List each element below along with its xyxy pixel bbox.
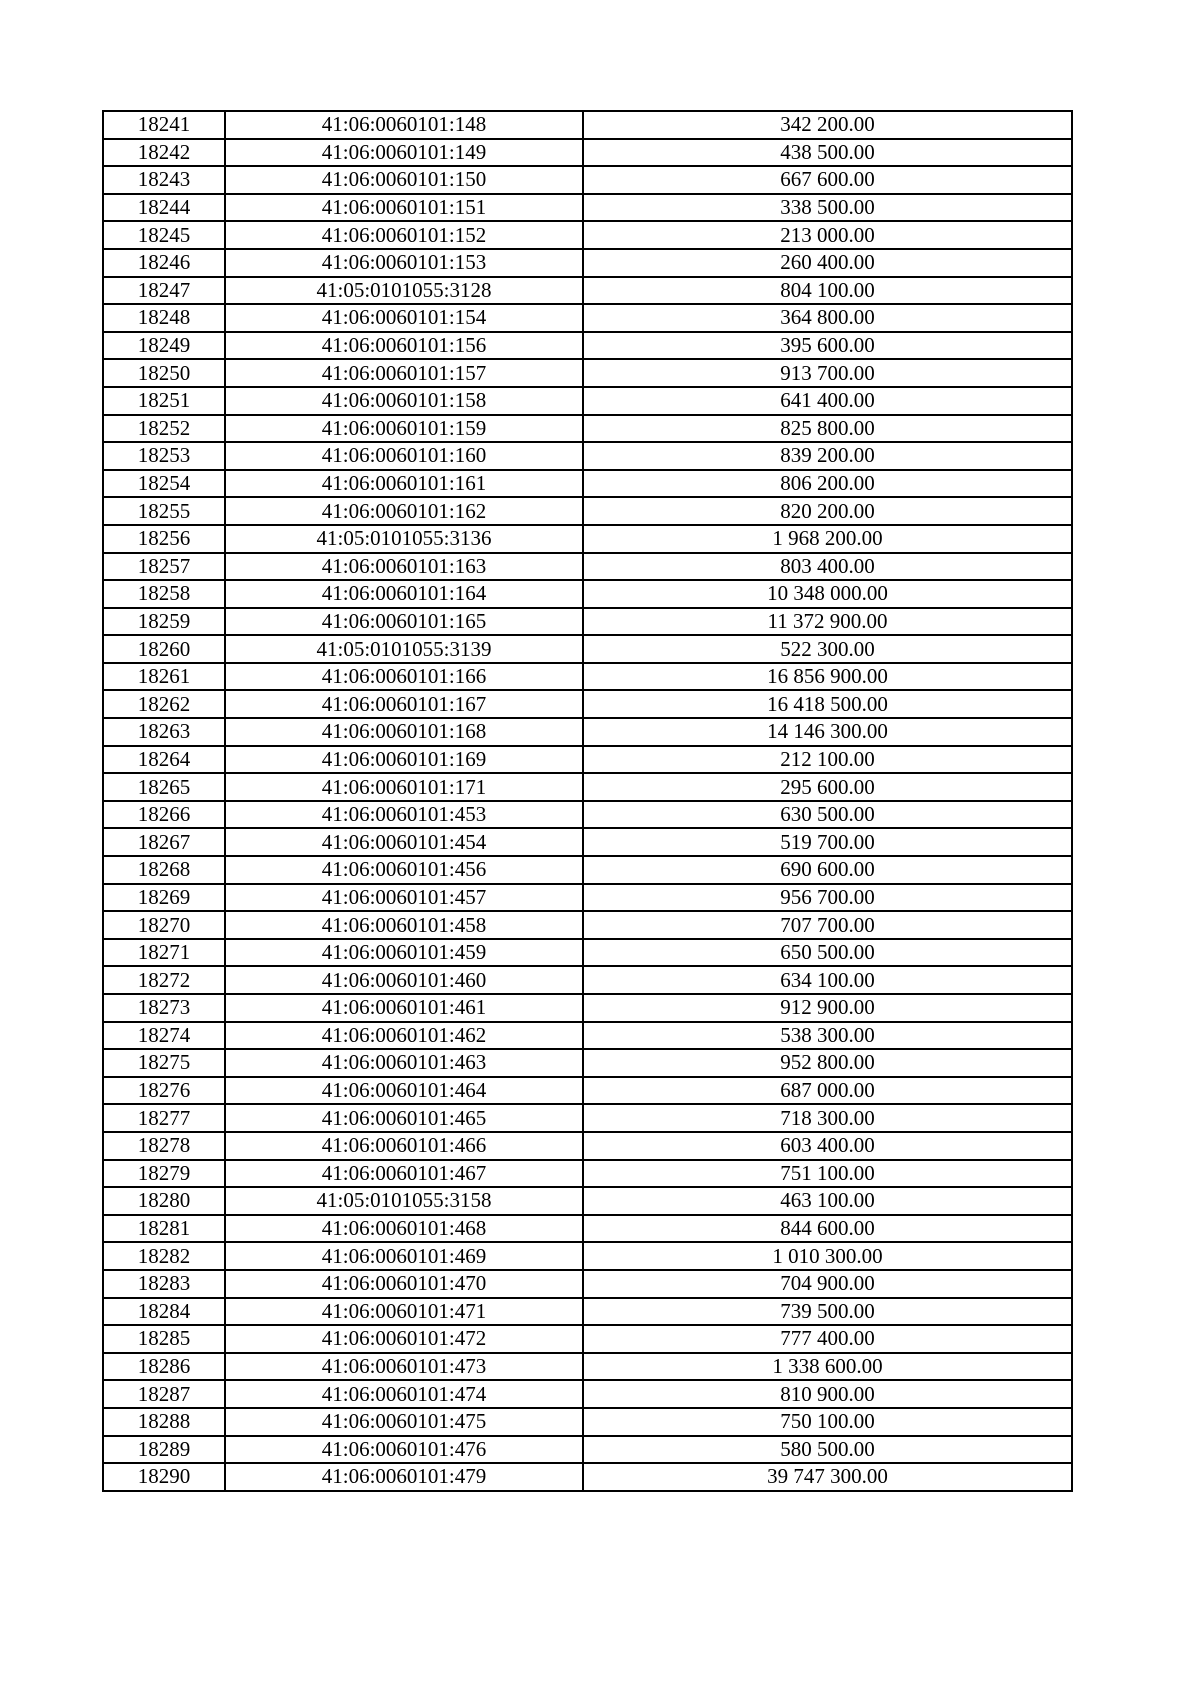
cadastral-number-cell: 41:06:0060101:159 <box>225 415 583 443</box>
cadastral-value-cell: 14 146 300.00 <box>583 718 1072 746</box>
cadastral-number-cell: 41:06:0060101:154 <box>225 304 583 332</box>
cadastral-value-cell: 538 300.00 <box>583 1022 1072 1050</box>
row-number-cell: 18262 <box>103 690 225 718</box>
table-row <box>103 1353 1072 1381</box>
cadastral-number-cell: 41:06:0060101:156 <box>225 332 583 360</box>
cadastral-number-cell: 41:06:0060101:456 <box>225 856 583 884</box>
cadastral-value-cell: 820 200.00 <box>583 497 1072 525</box>
table-row <box>103 470 1072 498</box>
row-number-cell: 18285 <box>103 1325 225 1353</box>
cadastral-value-cell: 364 800.00 <box>583 304 1072 332</box>
cadastral-number-cell: 41:06:0060101:474 <box>225 1380 583 1408</box>
table-row <box>103 359 1072 387</box>
cadastral-value-cell: 16 418 500.00 <box>583 690 1072 718</box>
table-row <box>103 580 1072 608</box>
cadastral-value-cell: 690 600.00 <box>583 856 1072 884</box>
row-number-cell: 18246 <box>103 249 225 277</box>
cadastral-number-cell: 41:06:0060101:167 <box>225 690 583 718</box>
cadastral-number-cell: 41:06:0060101:160 <box>225 442 583 470</box>
cadastral-number-cell: 41:06:0060101:479 <box>225 1463 583 1491</box>
cadastral-number-cell: 41:06:0060101:458 <box>225 911 583 939</box>
cadastral-value-cell: 10 348 000.00 <box>583 580 1072 608</box>
cadastral-value-cell: 641 400.00 <box>583 387 1072 415</box>
cadastral-value-cell: 718 300.00 <box>583 1104 1072 1132</box>
table-row <box>103 1408 1072 1436</box>
row-number-cell: 18282 <box>103 1242 225 1270</box>
cadastral-number-cell: 41:06:0060101:150 <box>225 166 583 194</box>
row-number-cell: 18277 <box>103 1104 225 1132</box>
table-row <box>103 221 1072 249</box>
cadastral-value-cell: 438 500.00 <box>583 139 1072 167</box>
cadastral-value-cell: 16 856 900.00 <box>583 663 1072 691</box>
row-number-cell: 18256 <box>103 525 225 553</box>
cadastral-number-cell: 41:06:0060101:164 <box>225 580 583 608</box>
cadastral-value-cell: 952 800.00 <box>583 1049 1072 1077</box>
table-row <box>103 387 1072 415</box>
cadastral-number-cell: 41:06:0060101:153 <box>225 249 583 277</box>
cadastral-number-cell: 41:06:0060101:163 <box>225 553 583 581</box>
row-number-cell: 18257 <box>103 553 225 581</box>
cadastral-number-cell: 41:06:0060101:151 <box>225 194 583 222</box>
cadastral-number-cell: 41:06:0060101:158 <box>225 387 583 415</box>
row-number-cell: 18241 <box>103 111 225 139</box>
table-row <box>103 718 1072 746</box>
row-number-cell: 18263 <box>103 718 225 746</box>
cadastral-value-cell: 806 200.00 <box>583 470 1072 498</box>
table-row <box>103 828 1072 856</box>
cadastral-value-cell: 739 500.00 <box>583 1298 1072 1326</box>
table-row <box>103 966 1072 994</box>
cadastral-value-cell: 687 000.00 <box>583 1077 1072 1105</box>
table-row <box>103 277 1072 305</box>
table-row <box>103 801 1072 829</box>
cadastral-value-cell: 1 010 300.00 <box>583 1242 1072 1270</box>
table-row <box>103 1160 1072 1188</box>
table-row <box>103 111 1072 139</box>
cadastral-number-cell: 41:06:0060101:467 <box>225 1160 583 1188</box>
row-number-cell: 18268 <box>103 856 225 884</box>
row-number-cell: 18252 <box>103 415 225 443</box>
row-number-cell: 18251 <box>103 387 225 415</box>
cadastral-number-cell: 41:06:0060101:462 <box>225 1022 583 1050</box>
cadastral-value-cell: 580 500.00 <box>583 1436 1072 1464</box>
cadastral-number-cell: 41:06:0060101:162 <box>225 497 583 525</box>
row-number-cell: 18244 <box>103 194 225 222</box>
cadastral-value-cell: 751 100.00 <box>583 1160 1072 1188</box>
row-number-cell: 18269 <box>103 884 225 912</box>
cadastral-value-cell: 630 500.00 <box>583 801 1072 829</box>
cadastral-value-cell: 338 500.00 <box>583 194 1072 222</box>
table-row <box>103 690 1072 718</box>
table-row <box>103 1325 1072 1353</box>
table-row <box>103 608 1072 636</box>
cadastral-number-cell: 41:05:0101055:3128 <box>225 277 583 305</box>
cadastral-number-cell: 41:06:0060101:152 <box>225 221 583 249</box>
table-row <box>103 1104 1072 1132</box>
row-number-cell: 18247 <box>103 277 225 305</box>
row-number-cell: 18249 <box>103 332 225 360</box>
cadastral-value-cell: 803 400.00 <box>583 553 1072 581</box>
cadastral-value-cell: 913 700.00 <box>583 359 1072 387</box>
cadastral-number-cell: 41:06:0060101:470 <box>225 1270 583 1298</box>
cadastral-value-cell: 395 600.00 <box>583 332 1072 360</box>
table-row <box>103 553 1072 581</box>
table-row <box>103 994 1072 1022</box>
cadastral-number-cell: 41:06:0060101:465 <box>225 1104 583 1132</box>
row-number-cell: 18242 <box>103 139 225 167</box>
cadastral-value-cell: 1 338 600.00 <box>583 1353 1072 1381</box>
table-body <box>103 111 1072 1491</box>
cadastral-value-cell: 704 900.00 <box>583 1270 1072 1298</box>
row-number-cell: 18243 <box>103 166 225 194</box>
cadastral-value-cell: 912 900.00 <box>583 994 1072 1022</box>
cadastral-number-cell: 41:06:0060101:461 <box>225 994 583 1022</box>
row-number-cell: 18272 <box>103 966 225 994</box>
cadastral-number-cell: 41:06:0060101:161 <box>225 470 583 498</box>
table-row <box>103 1298 1072 1326</box>
row-number-cell: 18278 <box>103 1132 225 1160</box>
table-row <box>103 304 1072 332</box>
cadastral-value-cell: 1 968 200.00 <box>583 525 1072 553</box>
cadastral-number-cell: 41:06:0060101:464 <box>225 1077 583 1105</box>
row-number-cell: 18254 <box>103 470 225 498</box>
table-row <box>103 1022 1072 1050</box>
table-row <box>103 939 1072 967</box>
row-number-cell: 18280 <box>103 1187 225 1215</box>
table-row <box>103 635 1072 663</box>
cadastral-number-cell: 41:05:0101055:3158 <box>225 1187 583 1215</box>
row-number-cell: 18265 <box>103 773 225 801</box>
table-row <box>103 1077 1072 1105</box>
table-row <box>103 663 1072 691</box>
table-row <box>103 773 1072 801</box>
cadastral-value-cell: 810 900.00 <box>583 1380 1072 1408</box>
cadastral-number-cell: 41:06:0060101:157 <box>225 359 583 387</box>
cadastral-number-cell: 41:06:0060101:168 <box>225 718 583 746</box>
row-number-cell: 18250 <box>103 359 225 387</box>
cadastral-value-cell: 11 372 900.00 <box>583 608 1072 636</box>
row-number-cell: 18271 <box>103 939 225 967</box>
cadastral-number-cell: 41:06:0060101:460 <box>225 966 583 994</box>
cadastral-number-cell: 41:06:0060101:468 <box>225 1215 583 1243</box>
row-number-cell: 18264 <box>103 746 225 774</box>
cadastral-value-cell: 650 500.00 <box>583 939 1072 967</box>
cadastral-value-cell: 295 600.00 <box>583 773 1072 801</box>
table-row <box>103 884 1072 912</box>
row-number-cell: 18270 <box>103 911 225 939</box>
table-row <box>103 415 1072 443</box>
table-row <box>103 1270 1072 1298</box>
row-number-cell: 18290 <box>103 1463 225 1491</box>
row-number-cell: 18267 <box>103 828 225 856</box>
cadastral-number-cell: 41:06:0060101:171 <box>225 773 583 801</box>
cadastral-number-cell: 41:06:0060101:476 <box>225 1436 583 1464</box>
table-row <box>103 1187 1072 1215</box>
cadastral-value-cell: 634 100.00 <box>583 966 1072 994</box>
row-number-cell: 18255 <box>103 497 225 525</box>
cadastral-number-cell: 41:06:0060101:466 <box>225 1132 583 1160</box>
cadastral-value-cell: 777 400.00 <box>583 1325 1072 1353</box>
cadastral-value-cell: 260 400.00 <box>583 249 1072 277</box>
cadastral-number-cell: 41:06:0060101:469 <box>225 1242 583 1270</box>
row-number-cell: 18274 <box>103 1022 225 1050</box>
table-row <box>103 856 1072 884</box>
cadastral-number-cell: 41:06:0060101:169 <box>225 746 583 774</box>
table-row <box>103 1215 1072 1243</box>
table-row <box>103 911 1072 939</box>
cadastral-number-cell: 41:06:0060101:459 <box>225 939 583 967</box>
cadastral-value-cell: 667 600.00 <box>583 166 1072 194</box>
row-number-cell: 18276 <box>103 1077 225 1105</box>
cadastral-number-cell: 41:06:0060101:463 <box>225 1049 583 1077</box>
cadastral-value-cell: 603 400.00 <box>583 1132 1072 1160</box>
table-row <box>103 194 1072 222</box>
row-number-cell: 18286 <box>103 1353 225 1381</box>
cadastral-value-cell: 212 100.00 <box>583 746 1072 774</box>
row-number-cell: 18284 <box>103 1298 225 1326</box>
cadastral-value-table <box>102 110 1073 1492</box>
cadastral-value-cell: 39 747 300.00 <box>583 1463 1072 1491</box>
table-row <box>103 139 1072 167</box>
cadastral-number-cell: 41:06:0060101:166 <box>225 663 583 691</box>
row-number-cell: 18289 <box>103 1436 225 1464</box>
cadastral-value-cell: 804 100.00 <box>583 277 1072 305</box>
table-row <box>103 746 1072 774</box>
row-number-cell: 18245 <box>103 221 225 249</box>
row-number-cell: 18283 <box>103 1270 225 1298</box>
cadastral-value-cell: 519 700.00 <box>583 828 1072 856</box>
cadastral-value-cell: 844 600.00 <box>583 1215 1072 1243</box>
table-row <box>103 1242 1072 1270</box>
row-number-cell: 18258 <box>103 580 225 608</box>
cadastral-value-cell: 707 700.00 <box>583 911 1072 939</box>
cadastral-value-cell: 522 300.00 <box>583 635 1072 663</box>
cadastral-value-cell: 839 200.00 <box>583 442 1072 470</box>
row-number-cell: 18281 <box>103 1215 225 1243</box>
row-number-cell: 18248 <box>103 304 225 332</box>
cadastral-number-cell: 41:06:0060101:475 <box>225 1408 583 1436</box>
cadastral-number-cell: 41:06:0060101:165 <box>225 608 583 636</box>
row-number-cell: 18261 <box>103 663 225 691</box>
row-number-cell: 18260 <box>103 635 225 663</box>
row-number-cell: 18275 <box>103 1049 225 1077</box>
table-row <box>103 497 1072 525</box>
table-row <box>103 332 1072 360</box>
cadastral-number-cell: 41:06:0060101:148 <box>225 111 583 139</box>
cadastral-value-cell: 825 800.00 <box>583 415 1072 443</box>
cadastral-number-cell: 41:06:0060101:457 <box>225 884 583 912</box>
cadastral-number-cell: 41:06:0060101:472 <box>225 1325 583 1353</box>
table-row <box>103 1049 1072 1077</box>
row-number-cell: 18266 <box>103 801 225 829</box>
cadastral-value-cell: 463 100.00 <box>583 1187 1072 1215</box>
table-row <box>103 525 1072 553</box>
table-row <box>103 442 1072 470</box>
cadastral-value-cell: 213 000.00 <box>583 221 1072 249</box>
cadastral-number-cell: 41:06:0060101:471 <box>225 1298 583 1326</box>
table-row <box>103 166 1072 194</box>
row-number-cell: 18259 <box>103 608 225 636</box>
cadastral-number-cell: 41:06:0060101:149 <box>225 139 583 167</box>
table-row <box>103 249 1072 277</box>
cadastral-value-cell: 956 700.00 <box>583 884 1072 912</box>
cadastral-number-cell: 41:05:0101055:3136 <box>225 525 583 553</box>
row-number-cell: 18287 <box>103 1380 225 1408</box>
row-number-cell: 18253 <box>103 442 225 470</box>
table-row <box>103 1463 1072 1491</box>
cadastral-value-cell: 342 200.00 <box>583 111 1072 139</box>
cadastral-number-cell: 41:06:0060101:454 <box>225 828 583 856</box>
cadastral-number-cell: 41:06:0060101:473 <box>225 1353 583 1381</box>
table-row <box>103 1132 1072 1160</box>
table-row <box>103 1436 1072 1464</box>
cadastral-number-cell: 41:05:0101055:3139 <box>225 635 583 663</box>
row-number-cell: 18288 <box>103 1408 225 1436</box>
cadastral-number-cell: 41:06:0060101:453 <box>225 801 583 829</box>
row-number-cell: 18279 <box>103 1160 225 1188</box>
row-number-cell: 18273 <box>103 994 225 1022</box>
cadastral-value-cell: 750 100.00 <box>583 1408 1072 1436</box>
table-row <box>103 1380 1072 1408</box>
